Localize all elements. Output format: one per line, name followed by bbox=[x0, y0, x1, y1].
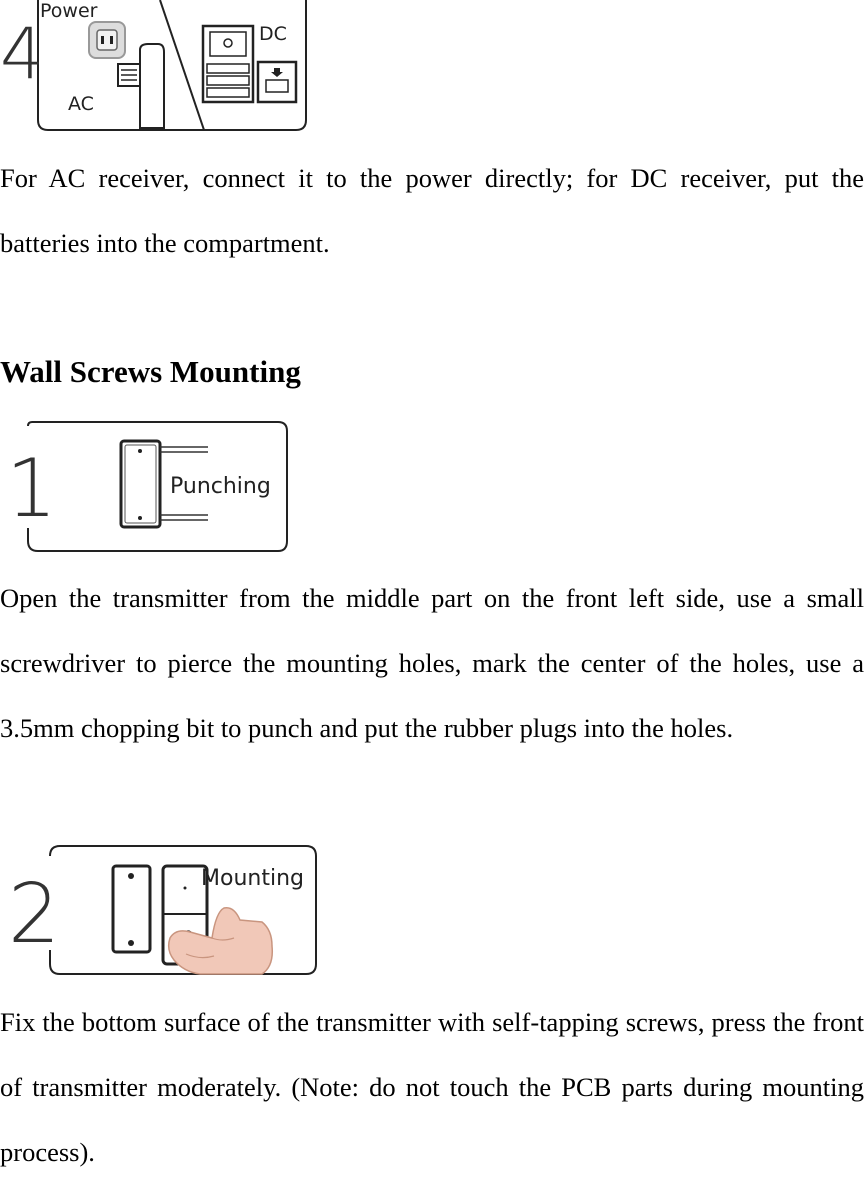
dc-receiver-icon bbox=[258, 62, 296, 102]
step4-power-figure bbox=[0, 0, 310, 134]
power-label: Power bbox=[40, 0, 98, 22]
ac-label: AC bbox=[68, 93, 94, 115]
mounting-caption: Mounting bbox=[201, 866, 304, 891]
power-socket-icon bbox=[89, 22, 125, 58]
punching-caption: Punching bbox=[170, 474, 271, 499]
ac-receiver-icon bbox=[118, 44, 164, 128]
divider-line bbox=[160, 0, 204, 130]
step-number: 2 bbox=[8, 867, 61, 962]
step1-punching-figure bbox=[0, 418, 300, 558]
step-number: 4 bbox=[0, 13, 45, 95]
transmitter-base-icon bbox=[113, 866, 150, 952]
paragraph-punching: Open the transmitter from the middle part on the front left side, use a small screwdriver to pierce the mounting holes, mark the center of the holes, use a 3.5mm chopping bit to punch and put the rubber plugs into the holes. bbox=[0, 583, 864, 743]
step-number: 1 bbox=[6, 442, 57, 535]
step2-mounting-figure bbox=[0, 842, 320, 982]
battery-compartment-icon bbox=[203, 26, 253, 102]
section-heading: Wall Screws Mounting bbox=[0, 354, 301, 389]
dc-label: DC bbox=[259, 23, 287, 45]
paragraph-power: For AC receiver, connect it to the power directly; for DC receiver, put the batteries into the compartment. bbox=[0, 163, 864, 258]
paragraph-mounting: Fix the bottom surface of the transmitter with self-tapping screws, press the front of transmitter moderately. (Note: do not touch the PCB parts during mounting process). bbox=[0, 1007, 864, 1167]
